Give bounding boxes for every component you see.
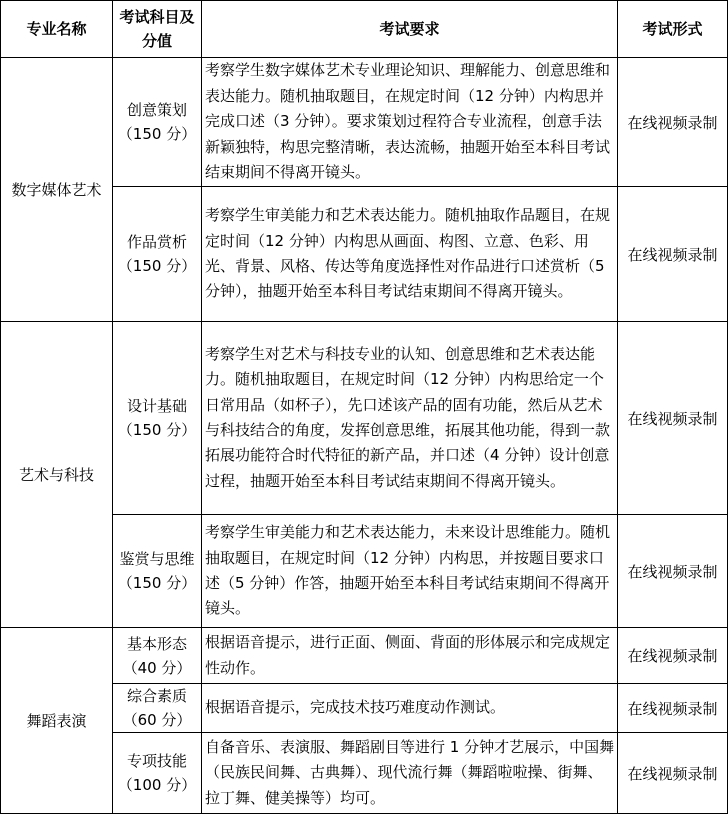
subject-score: （150 分） (117, 257, 197, 275)
header-requirement-text: 考试要求 (379, 20, 440, 38)
form-cell (617, 514, 728, 628)
subject-cell (112, 186, 202, 322)
major-cell-dance-performance (0, 627, 113, 814)
requirement-cell (201, 57, 618, 187)
subject-score: （60 分） (122, 711, 192, 729)
subject-name: 设计基础 (126, 397, 187, 415)
header-major (0, 0, 113, 58)
major-name: 艺术与科技 (18, 465, 94, 484)
header-subject-line2: 分值 (141, 32, 172, 50)
requirement-text: 考察学生审美能力和艺术表达能力。随机抽取作品题目，在规定时间（12 分钟）内构思从画面、构图、立意、色彩、用光、背景、风格、传达等角度选择性对作品进行口述赏析（5 分钟），抽题开始至本科目考试结束期间不得离开镜头。 (205, 206, 611, 301)
requirement-cell (201, 321, 618, 515)
subject-name: 创意策划 (126, 101, 187, 119)
subject-score: （150 分） (117, 421, 197, 439)
form-text: 在线视频录制 (627, 245, 718, 264)
form-cell (617, 627, 728, 684)
header-requirement (201, 0, 618, 58)
subject-cell (112, 514, 202, 628)
major-name: 数字媒体艺术 (11, 180, 102, 199)
requirement-text: 自备音乐、表演服、舞蹈剧目等进行 1 分钟才艺展示，中国舞（民族民间舞、古典舞）、现代流行舞（舞蹈啦啦操、街舞、拉丁舞、健美操等）均可。 (205, 737, 615, 807)
requirement-text: 根据语音提示，完成技术技巧难度动作测试。 (205, 698, 506, 717)
subject-name: 综合素质 (126, 687, 187, 705)
form-text: 在线视频录制 (627, 699, 718, 718)
form-text: 在线视频录制 (627, 647, 718, 665)
form-cell (617, 683, 728, 733)
subject-cell (112, 57, 202, 187)
form-text: 在线视频录制 (627, 764, 718, 783)
form-cell (617, 57, 728, 187)
subject-name: 鉴赏与思维 (119, 550, 195, 568)
subject-score: （100 分） (117, 776, 197, 794)
header-form-text: 考试形式 (642, 20, 703, 38)
subject-cell (112, 732, 202, 814)
requirement-cell (201, 627, 618, 684)
requirement-text: 考察学生对艺术与科技专业的认知、创意思维和艺术表达能力。随机抽取题目，在规定时间（12 分钟）内构思给定一个日常用品（如杯子），先口述该产品的固有功能，然后从艺术与科技结合的角度，发挥创意思维，拓展其他功能，得到一款拓展功能符合时代特征的新产品，并口述（4 分钟）设计创意过程，抽题开始至本科目考试结束期间不得离开镜头。 (205, 344, 611, 490)
requirement-text: 根据语音提示，进行正面、侧面、背面的形体展示和完成规定性动作。 (205, 633, 611, 677)
form-cell (617, 321, 728, 515)
subject-name: 作品赏析 (126, 233, 187, 251)
subject-score: （150 分） (117, 574, 197, 592)
requirement-cell (201, 186, 618, 322)
requirement-text: 考察学生审美能力和艺术表达能力，未来设计思维能力。随机抽取题目，在规定时间（12 分钟）内构思，并按题目要求口述（5 分钟）作答，抽题开始至本科目考试结束期间不得离开镜头。 (205, 523, 611, 618)
header-form (617, 0, 728, 58)
header-subject-line1: 考试科目及 (119, 8, 195, 26)
requirement-cell (201, 514, 618, 628)
header-subject (112, 0, 202, 58)
header-major-text: 专业名称 (26, 20, 87, 38)
subject-name: 专项技能 (126, 752, 187, 770)
form-text: 在线视频录制 (627, 562, 718, 581)
subject-score: （40 分） (122, 658, 192, 677)
requirement-cell (201, 732, 618, 814)
major-cell-art-and-technology (0, 321, 113, 628)
subject-cell (112, 683, 202, 733)
subject-name: 基本形态 (126, 634, 187, 653)
major-name: 舞蹈表演 (26, 711, 87, 730)
form-cell (617, 732, 728, 814)
subject-score: （150 分） (117, 125, 197, 143)
form-text: 在线视频录制 (627, 409, 718, 428)
subject-cell (112, 627, 202, 684)
major-cell-digital-media-art (0, 57, 113, 322)
requirement-cell (201, 683, 618, 733)
subject-cell (112, 321, 202, 515)
form-text: 在线视频录制 (627, 113, 718, 132)
form-cell (617, 186, 728, 322)
requirement-text: 考察学生数字媒体艺术专业理论知识、理解能力、创意思维和表达能力。随机抽取题目，在规定时间（12 分钟）内构思并完成口述（3 分钟）。要求策划过程符合专业流程，创意手法新颖独特，构思完整清晰，表达流畅，抽题开始至本科目考试结束期间不得离开镜头。 (205, 61, 611, 182)
